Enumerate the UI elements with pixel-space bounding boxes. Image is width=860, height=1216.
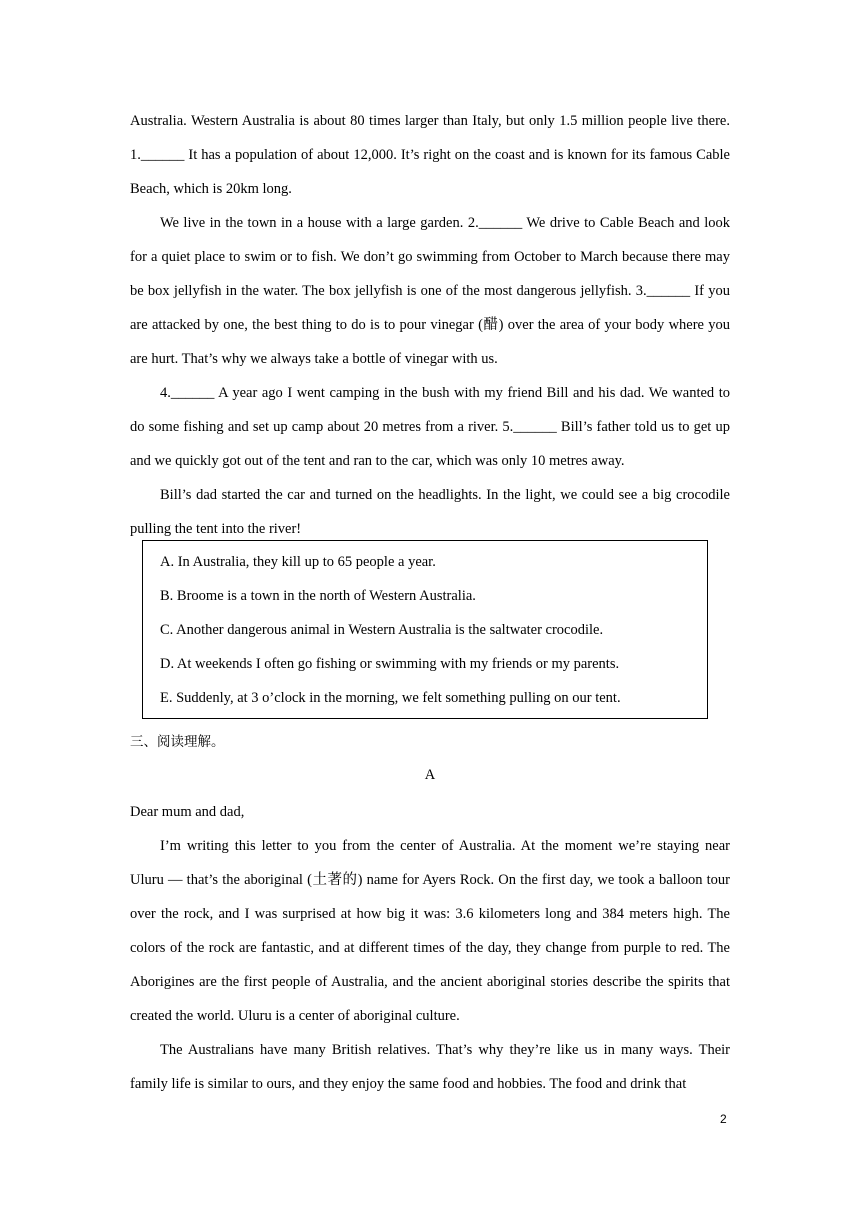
letter-salutation: Dear mum and dad, (130, 804, 245, 820)
passage-paragraph-3: 4.______ A year ago I went camping in the bush with my friend Bill and his dad. We wanted to do some fishing and set up camp about 20 metres from a river. 5.______ Bill’s father told us to get up and we quickly got out of the tent and ran to the car, which was only 10 metres away. (130, 385, 730, 469)
letter-paragraph-1: I’m writing this letter to you from the center of Australia. At the moment we’re staying near Uluru — that’s the aboriginal (土著的) name for Ayers Rock. On the first day, we took a balloon tour over the rock, and I was surprised at how big it was: 3.6 kilometers long and 384 meters high. The colors of the rock are fantastic, and at different times of the day, they change from purple to red. The Aborigines are the first people of Australia, and the ancient aboriginal stories describe the spirits that created the world. Uluru is a center of aboriginal culture. (130, 838, 730, 1024)
letter-paragraph-2: The Australians have many British relatives. That’s why they’re like us in many ways. Their family life is similar to ours, and they enjoy the same food and hobbies. The food and drink that (130, 1042, 730, 1092)
option-a: A. In Australia, they kill up to 65 people a year. (160, 554, 436, 570)
passage-paragraph-1: Australia. Western Australia is about 80 times larger than Italy, but only 1.5 million people live there. 1.______ It has a population of about 12,000. It’s right on the coast and is known for its famous Cable Beach, which is 20km long. (130, 113, 730, 197)
option-e: E. Suddenly, at 3 o’clock in the morning, we felt something pulling on our tent. (160, 690, 621, 706)
option-b: B. Broome is a town in the north of Western Australia. (160, 588, 476, 604)
cloze-passage (130, 104, 730, 546)
answer-options-box (142, 540, 708, 719)
passage-paragraph-4: Bill’s dad started the car and turned on the headlights. In the light, we could see a big crocodile pulling the tent into the river! (130, 487, 730, 537)
section-heading: 三、阅读理解。 (130, 734, 225, 750)
answer-options-list (160, 545, 621, 715)
page-number: 2 (720, 1112, 727, 1126)
letter-passage (130, 795, 730, 1101)
passage-paragraph-2: We live in the town in a house with a large garden. 2.______ We drive to Cable Beach and look for a quiet place to swim or to fish. We don’t go swimming from October to March because there may be box jellyfish in the water. The box jellyfish is one of the most dangerous jellyfish. 3.______ If you are attacked by one, the best thing to do is to pour vinegar (醋) over the area of your body where you are hurt. That’s why we always take a bottle of vinegar with us. (130, 215, 730, 367)
passage-label: A (424, 767, 436, 783)
option-d: D. At weekends I often go fishing or swimming with my friends or my parents. (160, 656, 620, 672)
option-c: C. Another dangerous animal in Western Australia is the saltwater crocodile. (160, 622, 604, 638)
